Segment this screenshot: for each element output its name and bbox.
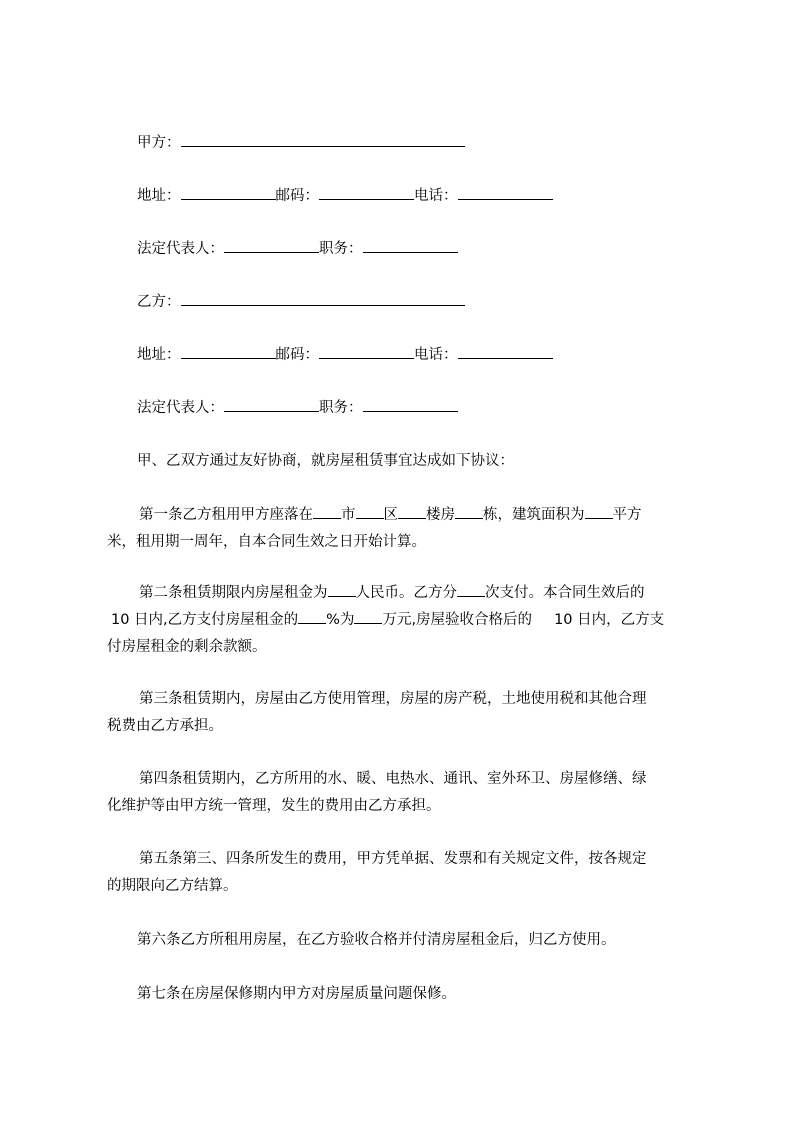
article-2-text-c: 次支付。本合同生效后的 bbox=[485, 585, 645, 601]
party-b-contact-line bbox=[137, 345, 553, 364]
party-a-postcode-blank bbox=[319, 186, 414, 200]
party-b-rep-label: 法定代表人： bbox=[137, 400, 224, 416]
party-b-position-blank bbox=[363, 398, 458, 412]
article-2-line-2 bbox=[107, 607, 701, 634]
article-5-line-1: 第五条第三、四条所发生的费用，甲方凭单据、发票和有关规定文件，按各规定 bbox=[139, 851, 647, 867]
article-1-text-e: 栋，建筑面积为 bbox=[483, 507, 585, 523]
party-a-blank bbox=[181, 133, 465, 147]
article-5 bbox=[107, 846, 701, 900]
party-a-contact-line bbox=[137, 186, 553, 205]
building-blank bbox=[398, 505, 426, 519]
party-b-phone-label: 电话： bbox=[414, 347, 458, 363]
article-1-text-b: 市 bbox=[341, 507, 356, 523]
party-a-position-blank bbox=[363, 239, 458, 253]
city-blank bbox=[313, 505, 341, 519]
article-4-line-2: 化维护等由甲方统一管理，发生的费用由乙方承担。 bbox=[107, 798, 441, 814]
party-b-position-label: 职务： bbox=[319, 400, 363, 416]
article-1-text-f: 平方 bbox=[612, 507, 642, 523]
party-a-position-label: 职务： bbox=[319, 241, 363, 257]
party-b-postcode-blank bbox=[319, 345, 414, 359]
party-a-phone-label: 电话： bbox=[414, 188, 458, 204]
article-2 bbox=[107, 580, 701, 661]
area-blank bbox=[585, 505, 613, 519]
party-b-line bbox=[137, 292, 465, 311]
article-4-line-1: 第四条租赁期内，乙方所用的水、暖、电热水、通讯、室外环卫、房屋修缮、绿 bbox=[139, 771, 647, 787]
party-b-address-label: 地址： bbox=[137, 347, 181, 363]
percent-blank bbox=[298, 610, 326, 624]
article-1-text-c: 区 bbox=[383, 507, 398, 523]
rent-amount-blank bbox=[328, 583, 356, 597]
article-3 bbox=[107, 686, 701, 740]
party-b-address-blank bbox=[181, 345, 276, 359]
article-2-text-b: 人民币。乙方分 bbox=[355, 585, 457, 601]
block-blank bbox=[455, 505, 483, 519]
party-b-phone-blank bbox=[458, 345, 553, 359]
party-b-blank bbox=[181, 292, 465, 306]
article-2-text-e: %为 bbox=[326, 612, 355, 628]
party-a-postcode-label: 邮码： bbox=[275, 188, 319, 204]
article-1-text-d: 楼房 bbox=[426, 507, 455, 523]
article-3-line-1: 第三条租赁期内，房屋由乙方使用管理，房屋的房产税，土地使用税和其他合理 bbox=[139, 691, 647, 707]
party-a-label: 甲方： bbox=[137, 135, 181, 151]
intro-paragraph: 甲、乙双方通过友好协商，就房屋租赁事宜达成如下协议： bbox=[137, 453, 514, 469]
article-1 bbox=[107, 502, 701, 556]
party-a-address-blank bbox=[181, 186, 276, 200]
article-4 bbox=[107, 766, 701, 820]
amount-blank bbox=[354, 610, 382, 624]
article-2-line-3: 付房屋租金的剩余款额。 bbox=[107, 639, 267, 655]
party-a-address-label: 地址： bbox=[137, 188, 181, 204]
article-1-text-a: 第一条乙方租用甲方座落在 bbox=[139, 507, 313, 523]
party-b-label: 乙方： bbox=[137, 294, 181, 310]
party-b-rep-line bbox=[137, 398, 458, 417]
article-5-line-2: 的期限向乙方结算。 bbox=[107, 878, 238, 894]
article-1-line-1 bbox=[107, 502, 701, 529]
party-b-postcode-label: 邮码： bbox=[275, 347, 319, 363]
article-2-text-g: 10 日内，乙方支 bbox=[554, 612, 665, 628]
party-a-rep-label: 法定代表人： bbox=[137, 241, 224, 257]
article-2-text-f: 万元,房屋验收合格后的 bbox=[382, 612, 533, 628]
article-2-text-d: 10 日内,乙方支付房屋租金的 bbox=[111, 612, 299, 628]
district-blank bbox=[356, 505, 384, 519]
installments-blank bbox=[457, 583, 485, 597]
article-1-line-2: 米，租用期一周年，自本合同生效之日开始计算。 bbox=[107, 534, 426, 550]
article-2-text-a: 第二条租赁期限内房屋租金为 bbox=[139, 585, 328, 601]
party-a-rep-blank bbox=[224, 239, 319, 253]
party-a-phone-blank bbox=[458, 186, 553, 200]
article-7: 第七条在房屋保修期内甲方对房屋质量问题保修。 bbox=[137, 986, 456, 1002]
article-6: 第六条乙方所租用房屋，在乙方验收合格并付清房屋租金后，归乙方使用。 bbox=[137, 932, 616, 948]
article-2-line-1 bbox=[107, 580, 701, 607]
party-b-rep-blank bbox=[224, 398, 319, 412]
article-3-line-2: 税费由乙方承担。 bbox=[107, 718, 223, 734]
party-a-rep-line bbox=[137, 239, 458, 258]
party-a-line bbox=[137, 133, 465, 152]
